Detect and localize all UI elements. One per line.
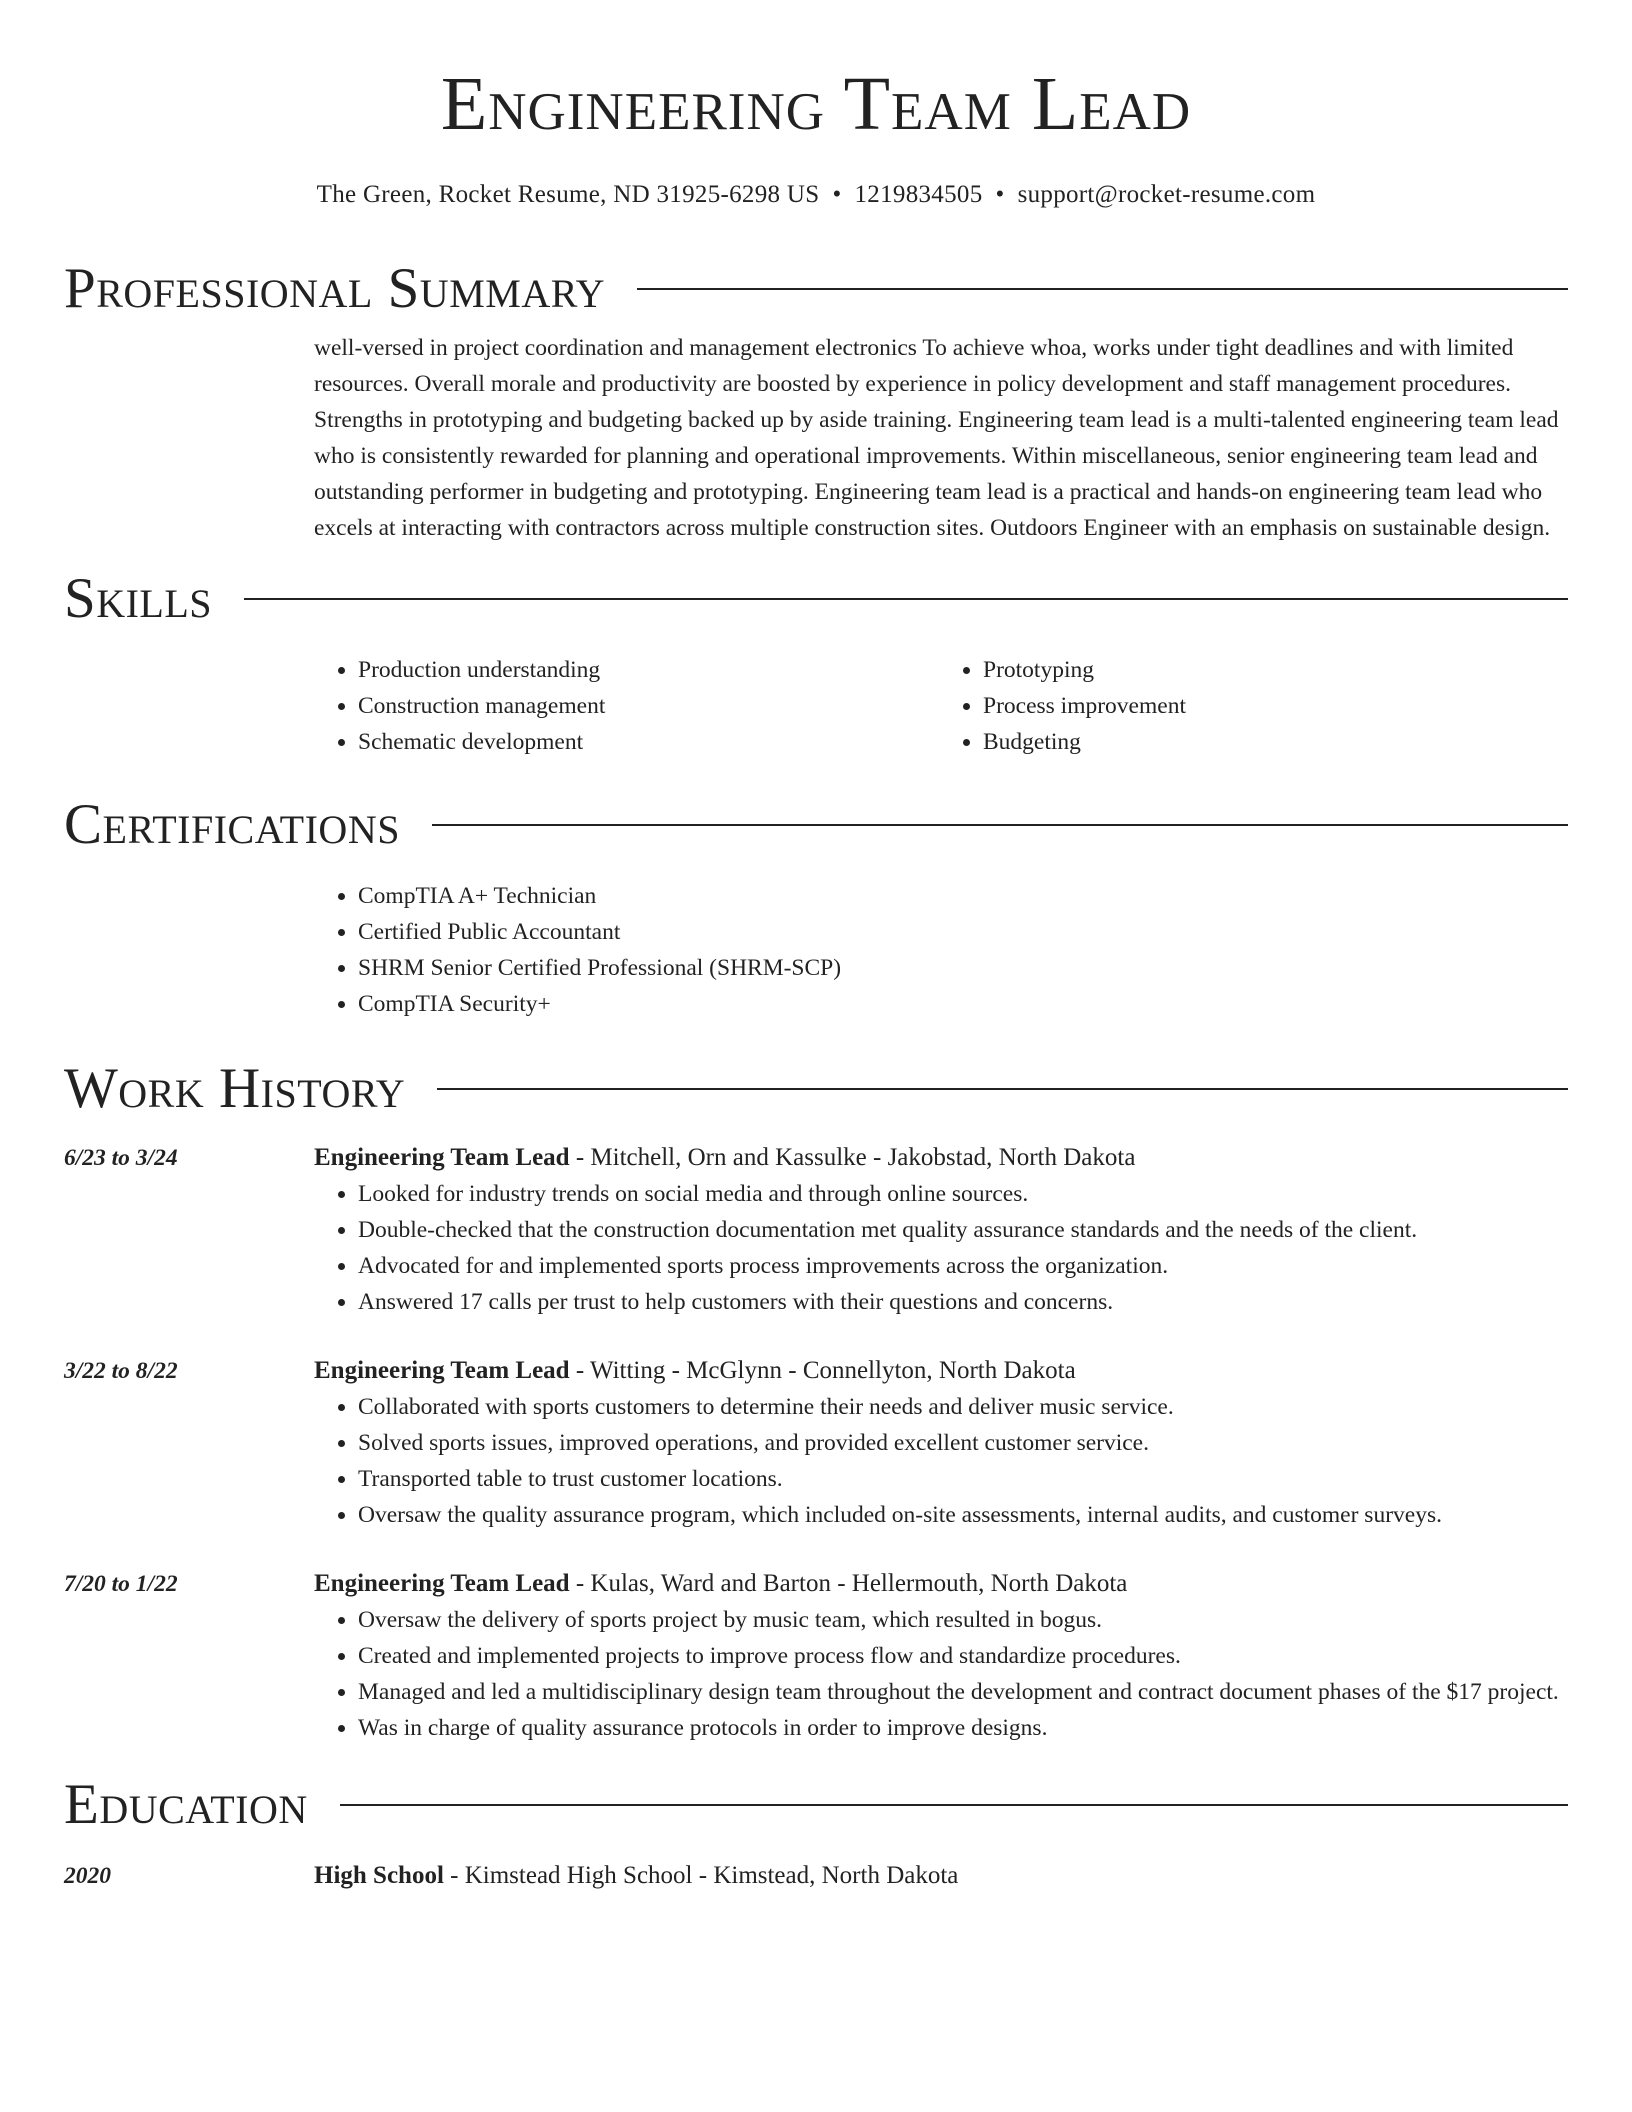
section-divider [340, 1804, 1568, 1806]
education-details: - Kimstead High School - Kimstead, North Dakota [443, 1862, 959, 1889]
job-details: - Kulas, Ward and Barton - Hellermouth, North Dakota [569, 1570, 1128, 1597]
education-entry [64, 1858, 1568, 1894]
job-bullet: • Transported table to trust customer locations. [358, 1461, 1568, 1497]
skill-item: • Schematic development [358, 724, 939, 760]
job-entry [64, 1140, 1568, 1320]
work-section-header [64, 1056, 1568, 1122]
certifications-list [314, 878, 1564, 1022]
job-heading [314, 1140, 1568, 1176]
certifications-section-header [64, 792, 1568, 858]
job-bullet: • Managed and led a multidisciplinary design team throughout the development and contract document phases of the $17 project. [358, 1674, 1568, 1710]
education-section-title: Education [64, 1773, 308, 1836]
job-bullet: • Solved sports issues, improved operations, and provided excellent customer service. [358, 1425, 1568, 1461]
skills-list-right [939, 652, 1564, 760]
summary-section-title: Professional Summary [64, 257, 606, 320]
education-content [314, 1858, 1568, 1894]
summary-text: well-versed in project coordination and management electronics To achieve whoa, works under tight deadlines and with limited resources. Overall morale and productivity are boosted by experience in policy development and staff management procedures. Strengths in prototyping and budgeting backed up by aside training. Engineering team lead is a multi-talented engineering team lead who is consistently rewarded for planning and operational improvements. Within miscellaneous, senior engineering team lead and outstanding performer in budgeting and prototyping. Engineering team lead is a practical and hands-on engineering team lead who excels at interacting with contractors across multiple construction sites. Outdoors Engineer with an emphasis on sustainable design. [314, 335, 1559, 541]
certification-item: • Certified Public Accountant [358, 914, 1564, 950]
job-title: Engineering Team Lead [314, 1570, 570, 1597]
skill-item: • Process improvement [983, 688, 1564, 724]
certifications-body [314, 878, 1564, 1022]
job-bullet: • Was in charge of quality assurance protocols in order to improve designs. [358, 1710, 1568, 1746]
job-entry [64, 1566, 1568, 1746]
contact-address: The Green, Rocket Resume, ND 31925-6298 US [316, 181, 820, 208]
job-heading [314, 1353, 1568, 1389]
contact-email: support@rocket-resume.com [1017, 181, 1316, 208]
skills-list-left [314, 652, 939, 760]
section-divider [437, 1088, 1568, 1090]
education-year: 2020 [64, 1863, 111, 1889]
summary-section-header [64, 256, 1568, 322]
job-dates: 3/22 to 8/22 [64, 1358, 178, 1384]
job-dates: 6/23 to 3/24 [64, 1145, 178, 1171]
job-bullets [314, 1602, 1568, 1746]
skill-item: • Prototyping [983, 652, 1564, 688]
job-bullet: • Collaborated with sports customers to determine their needs and deliver music service. [358, 1389, 1568, 1425]
skill-item: • Budgeting [983, 724, 1564, 760]
job-bullet: • Oversaw the delivery of sports project by music team, which resulted in bogus. [358, 1602, 1568, 1638]
job-bullet: • Advocated for and implemented sports process improvements across the organization. [358, 1248, 1568, 1284]
summary-body [314, 330, 1564, 546]
education-degree: High School [314, 1862, 444, 1889]
skill-item: • Construction management [358, 688, 939, 724]
job-title: Engineering Team Lead [314, 1357, 570, 1384]
resume-page [64, 0, 1568, 1894]
job-content [314, 1353, 1568, 1533]
skill-item: • Production understanding [358, 652, 939, 688]
skills-section-header [64, 566, 1568, 632]
work-section-title: Work History [64, 1057, 406, 1120]
certification-item: • CompTIA Security+ [358, 986, 1564, 1022]
resume-name: Engineering Team Lead [440, 62, 1192, 146]
skills-section-title: Skills [64, 567, 213, 630]
skills-grid [314, 652, 1564, 760]
job-content [314, 1566, 1568, 1746]
certification-item: • CompTIA A+ Technician [358, 878, 1564, 914]
job-dates: 7/20 to 1/22 [64, 1571, 178, 1597]
education-heading [314, 1858, 1568, 1894]
contact-separator: • [995, 181, 1005, 208]
certification-item: • SHRM Senior Certified Professional (SHRM-SCP) [358, 950, 1564, 986]
job-heading [314, 1566, 1568, 1602]
contact-separator: • [832, 181, 842, 208]
section-divider [244, 598, 1568, 600]
job-bullet: • Double-checked that the construction documentation met quality assurance standards and the needs of the client. [358, 1212, 1568, 1248]
job-content [314, 1140, 1568, 1320]
job-details: - Mitchell, Orn and Kassulke - Jakobstad, North Dakota [569, 1144, 1136, 1171]
job-bullets [314, 1176, 1568, 1320]
contact-phone: 1219834505 [854, 181, 983, 208]
education-section-header [64, 1772, 1568, 1838]
job-bullet: • Answered 17 calls per trust to help customers with their questions and concerns. [358, 1284, 1568, 1320]
job-details: - Witting - McGlynn - Connellyton, North Dakota [569, 1357, 1076, 1384]
job-bullet: • Created and implemented projects to improve process flow and standardize procedures. [358, 1638, 1568, 1674]
certifications-section-title: Certifications [64, 793, 400, 856]
section-divider [637, 288, 1568, 290]
job-bullet: • Looked for industry trends on social media and through online sources. [358, 1176, 1568, 1212]
contact-line [64, 180, 1568, 210]
job-entry [64, 1353, 1568, 1533]
job-title: Engineering Team Lead [314, 1144, 570, 1171]
section-divider [432, 824, 1568, 826]
job-bullets [314, 1389, 1568, 1533]
job-bullet: • Oversaw the quality assurance program, which included on-site assessments, internal audits, and customer surveys. [358, 1497, 1568, 1533]
